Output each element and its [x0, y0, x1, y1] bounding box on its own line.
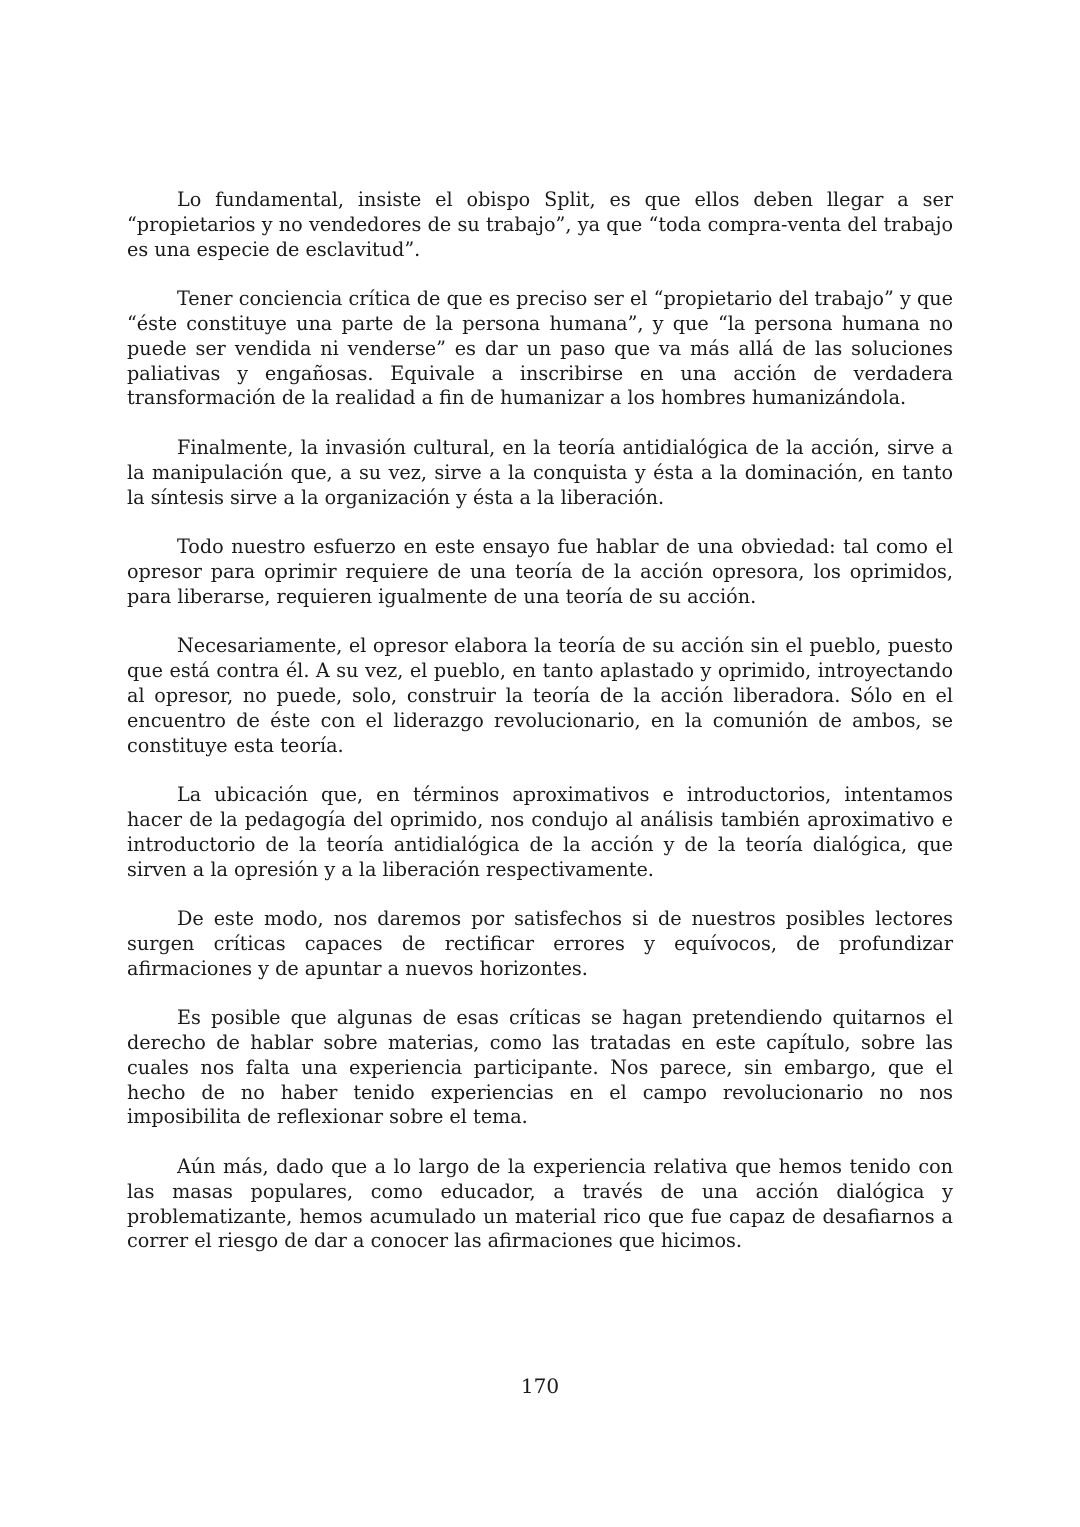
paragraph: Finalmente, la invasión cultural, en la teoría antidialógica de la acción, sirve a la manipulación que, a su vez, sirve a la conquista y ésta a la dominación, en tanto la síntesis sirve a la organización y ésta a la liberación. [127, 435, 953, 509]
page-body [127, 188, 953, 1279]
paragraph: Es posible que algunas de esas críticas se hagan pretendiendo quitarnos el derecho de hablar sobre materias, como las tratadas en este capítulo, sobre las cuales nos falta una experiencia participante. Nos parece, sin embargo, que el hecho de no haber tenido experiencias en el campo revolucionario no nos imposibilita de reflexionar sobre el tema. [127, 1006, 953, 1129]
paragraph: Tener conciencia crítica de que es preciso ser el “propietario del trabajo” y que “éste constituye una parte de la persona humana”, y que “la persona humana no puede ser vendida ni venderse” es dar un paso que va más allá de las soluciones paliativas y engañosas. Equivale a inscribirse en una acción de verdadera transformación de la realidad a fin de humanizar a los hombres humanizándola. [127, 287, 953, 410]
page-number: 170 [520, 1374, 560, 1398]
paragraph: Todo nuestro esfuerzo en este ensayo fue hablar de una obviedad: tal como el opresor para oprimir requiere de una teoría de la acción opresora, los oprimidos, para liberarse, requieren igualmente de una teoría de su acción. [127, 535, 953, 608]
paragraph: Lo fundamental, insiste el obispo Split, es que ellos deben llegar a ser “propietarios y no vendedores de su trabajo”, ya que “toda compra-venta del trabajo es una especie de esclavitud”. [127, 188, 953, 261]
paragraph: De este modo, nos daremos por satisfechos si de nuestros posibles lectores surgen críticas capaces de rectificar errores y equívocos, de profundizar afirmaciones y de apuntar a nuevos horizontes. [127, 907, 953, 980]
paragraph: Necesariamente, el opresor elabora la teoría de su acción sin el pueblo, puesto que está contra él. A su vez, el pueblo, en tanto aplastado y oprimido, introyectando al opresor, no puede, solo, construir la teoría de la acción liberadora. Sólo en el encuentro de éste con el liderazgo revolucionario, en la comunión de ambos, se constituye esta teoría. [127, 634, 953, 757]
paragraph: La ubicación que, en términos aproximativos e introductorios, intentamos hacer de la pedagogía del oprimido, nos condujo al análisis también aproximativo e introductorio de la teoría antidialógica de la acción y de la teoría dialógica, que sirven a la opresión y a la liberación respectivamente. [127, 783, 953, 881]
paragraph: Aún más, dado que a lo largo de la experiencia relativa que hemos tenido con las masas populares, como educador, a través de una acción dialógica y problematizante, hemos acumulado un material rico que fue capaz de desafiarnos a correr el riesgo de dar a conocer las afirmaciones que hicimos. [127, 1155, 953, 1253]
